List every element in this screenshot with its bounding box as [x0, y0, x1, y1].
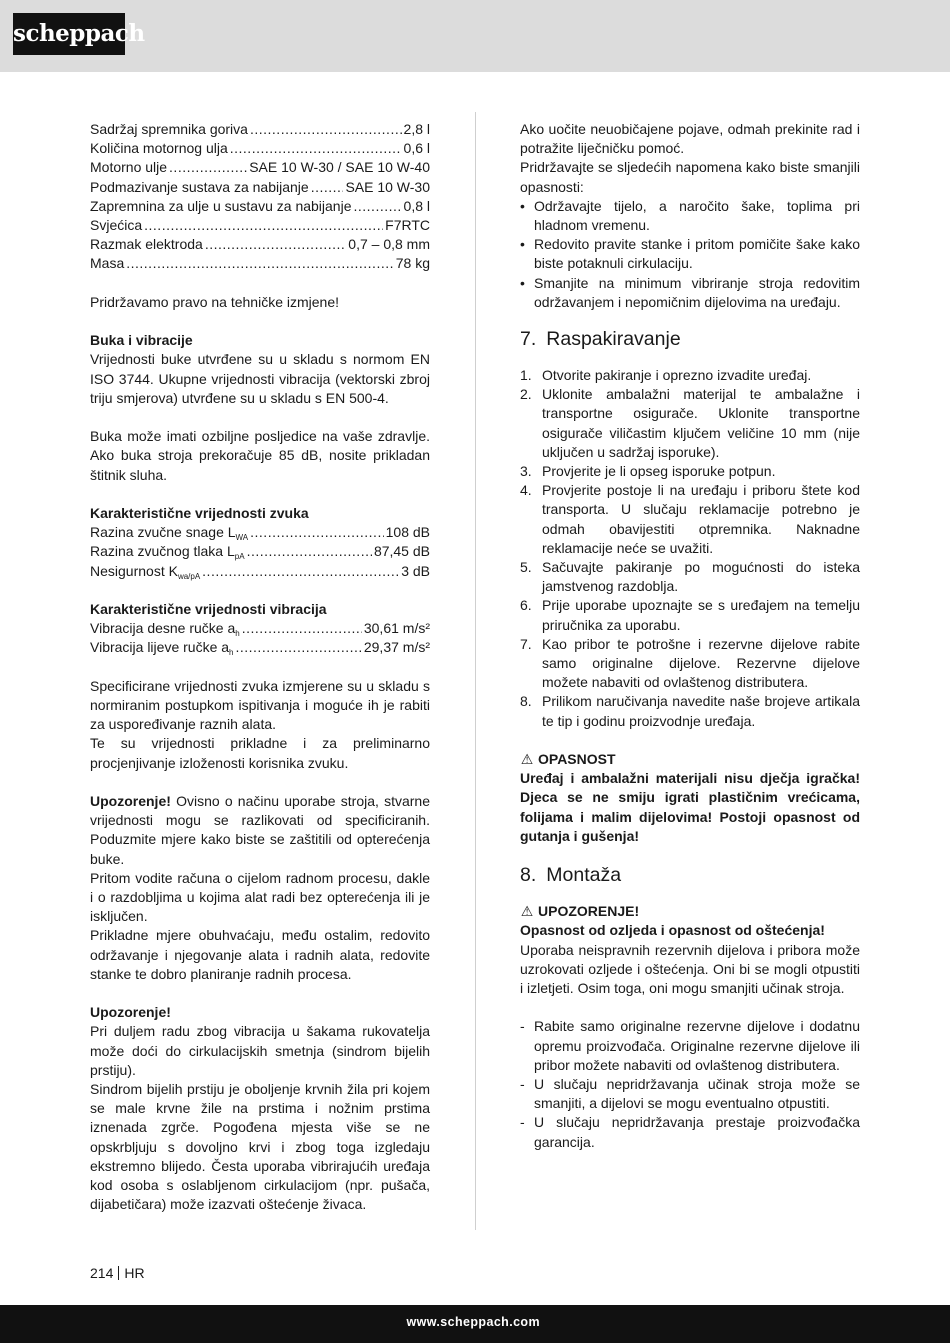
spec-values-text-2: Te su vrijednosti prikladne i za preliminarno procjenjivanje izloženosti korisnika zvuku.	[90, 735, 430, 771]
danger-text: Uređaj i ambalažni materijali nisu dječja igračka! Djeca se ne smiju igrati plastičnim vrećicama, folijama i malim dijelovima! Postoji opasnost od gutanja i gušenja!	[520, 770, 860, 844]
vibration-row: Vibracija lijeve ručke $a_h$ ..... 29,37 m/s²	[90, 638, 430, 657]
list-item: - U slučaju nepridržavanja učinak stroja može se smanjiti, a dijelovi se mogu eventualno otpustiti.	[520, 1075, 860, 1112]
warning-paragraph: Upozorenje! Ovisno o načinu uporabe stroja, stvarne vrijednosti mogu se razlikovati od specificiranih. Poduzmite mjere kako biste se zaštitili od opterećenja buke.	[90, 793, 430, 867]
sound-row: Razina zvučne snage $L_{WA}$ ..... 108 dB	[90, 523, 430, 542]
tips-list	[520, 197, 860, 312]
warning-paragraph-3: Prikladne mjere obuhvaćaju, među ostalim, redovito održavanje i njegovanje alata i radnih alata, redovite stanke te dobro planiranje radnih procesa.	[90, 927, 430, 982]
spec-row: Svjećica ..... F7RTC	[90, 216, 430, 235]
sound-row: Razina zvučnog tlaka $L_{pA}$ ..... 87,45 dB	[90, 542, 430, 561]
left-column	[90, 120, 430, 1214]
spec-row: Motorno ulje ..... SAE 10 W-30 / SAE 10 W-40	[90, 158, 430, 177]
spec-row: Količina motornog ulja ..... 0,6 l	[90, 139, 430, 158]
noise-heading: Buka i vibracije	[90, 332, 193, 349]
list-item: 5. Sačuvajte pakiranje po mogućnosti do isteka jamstvenog razdoblja.	[520, 559, 860, 595]
intro-text: Ako uočite neuobičajene pojave, odmah prekinite rad i potražite liječničku pomoć.	[520, 121, 860, 157]
page-number: 214 HR	[90, 1265, 145, 1281]
noise-text: Vrijednosti buke utvrđene su u skladu s normom EN ISO 3744. Ukupne vrijednosti vibracija (vektorski zbroj triju smjerova) utvrđene su u skladu s EN 500-4.	[90, 351, 430, 406]
list-item: - U slučaju nepridržavanja prestaje proizvođačka garancija.	[520, 1114, 860, 1150]
list-item: 4. Provjerite postoje li na uređaju i priboru štete kod transporta. U slučaju reklamacije potrebno je odmah obavijestiti otpremnika. Naknadne reklamacije neće se uvažiti.	[520, 482, 860, 556]
spec-row: Masa ..... 78 kg	[90, 254, 430, 273]
vibration-warning-text: Pri duljem radu zbog vibracija u šakama rukovatelja može doći do cirkulacijskih smetnja (sindrom bijelih prstiju).	[90, 1023, 430, 1078]
list-item: • Smanjite na minimum vibriranje stroja redovitim održavanjem i nepomičnim dijelovima na uređaju.	[520, 274, 860, 310]
spec-row: Zapremnina za ulje u sustavu za nabijanje ..... 0,8 l	[90, 197, 430, 216]
list-item: 6. Prije uporabe upoznajte se s uređajem na temelju priručnika za uporabu.	[520, 597, 860, 633]
list-item: • Redovito pravite stanke i pritom pomičite šake kako biste potaknuli cirkulaciju.	[520, 236, 860, 272]
header-bar	[0, 0, 950, 72]
vibration-row: Vibracija desne ručke $a_h$ ..... 30,61 m/s²	[90, 619, 430, 638]
list-item: 1. Otvorite pakiranje i oprezno izvadite uređaj.	[520, 367, 812, 384]
white-finger-text: Sindrom bijelih prstiju je oboljenje krvnih žila pri kojem se male krvne žile na prstima i nožnim prstima iznenada zgrče. Pogođena mjesta više se ne opskrbljuju s dovoljno krvi i zbog toga izgledaju ekstremno blijedo. Česta uporaba vibrirajućih uređaja kod osoba s oslabljenom cirkulacijom (npr. pušača, dijabetičara) može izazvati oštećenje živaca.	[90, 1081, 430, 1213]
column-divider	[475, 112, 476, 1230]
danger-heading: ⚠ OPASNOST	[520, 750, 860, 769]
list-item: 3. Provjerite je li opseg isporuke potpun.	[520, 463, 776, 480]
vibration-warning-heading: Upozorenje!	[90, 1004, 171, 1021]
spec-row: Razmak elektroda ..... 0,7 – 0,8 mm	[90, 235, 430, 254]
right-column	[520, 120, 860, 1152]
spec-values-text: Specificirane vrijednosti zvuka izmjerene su u skladu s normiranim postupkom ispitivanja i moguće ih je rabiti za uspoređivanje raznih alata.	[90, 677, 430, 733]
website-link[interactable]: www.scheppach.com	[406, 1315, 540, 1329]
brand-logo: scheppach	[13, 13, 125, 55]
warning-heading: ⚠ UPOZORENJE!	[520, 902, 860, 921]
warning-text: Uporaba neispravnih rezervnih dijelova i pribora može uzrokovati ozljede i oštećenja. Oni bi se mogli otpustiti i izletjeti. Osim toga, oni mogu smanjiti učinak stroja.	[520, 941, 860, 996]
warning-subheading: Opasnost od ozljeda i opasnost od oštećenja!	[520, 922, 825, 939]
noise-health-text: Buka može imati ozbiljne posljedice na vaše zdravlje. Ako buka stroja prekoračuje 85 dB, nosite prikladan štitnik sluha.	[90, 428, 430, 483]
list-item: 2. Uklonite ambalažni materijal te ambalažne i transportne osigurače. Uklonite transportne osigurače viličastim ključem veličine 10 mm (nije uključen u sadržaj isporuke).	[520, 386, 860, 460]
section-heading-assembly: 8. Montaža	[520, 864, 622, 887]
warning-triangle-icon: ⚠	[520, 751, 534, 768]
reserve-note: Pridržavamo pravo na tehničke izmjene!	[90, 293, 340, 310]
list-item: 7. Kao pribor te potrošne i rezervne dijelove rabite samo originalne dijelove. Rezervne dijelove možete nabaviti od ovlaštenog distributera.	[520, 635, 860, 691]
footer-bar	[0, 1305, 950, 1343]
sound-heading: Karakteristične vrijednosti zvuka	[90, 505, 309, 521]
spec-row: Podmazivanje sustava za nabijanje ..... SAE 10 W-30	[90, 178, 430, 197]
list-item: - Rabite samo originalne rezervne dijelove i dodatnu opremu proizvođača. Originalne rezervne dijelove ili pribor možete nabaviti od ovlaštenog distributera.	[520, 1018, 860, 1073]
spec-row: Sadržaj spremnika goriva ..... 2,8 l	[90, 120, 430, 139]
warning-paragraph-2: Pritom vodite računa o cijelom radnom procesu, dakle i o razdobljima u kojima alat radi bez opterećenja ili je isključen.	[90, 869, 430, 925]
vibration-heading: Karakteristične vrijednosti vibracija	[90, 601, 327, 617]
sound-row: Nesigurnost $K_{wa/pA}$ ..... 3 dB	[90, 562, 430, 581]
list-item: 8. Prilikom naručivanja navedite naše brojeve artikala te tip i godinu proizvodnje uređaja.	[520, 693, 860, 729]
unpacking-steps	[520, 366, 860, 731]
intro-text-2: Pridržavajte se sljedećih napomena kako biste smanjili opasnosti:	[520, 159, 860, 195]
warning-triangle-icon: ⚠	[520, 903, 534, 920]
section-heading-unpacking: 7. Raspakiravanje	[520, 328, 681, 351]
list-item: • Održavajte tijelo, a naročito šake, toplima pri hladnom vremenu.	[520, 197, 860, 234]
dash-list	[520, 1017, 860, 1151]
